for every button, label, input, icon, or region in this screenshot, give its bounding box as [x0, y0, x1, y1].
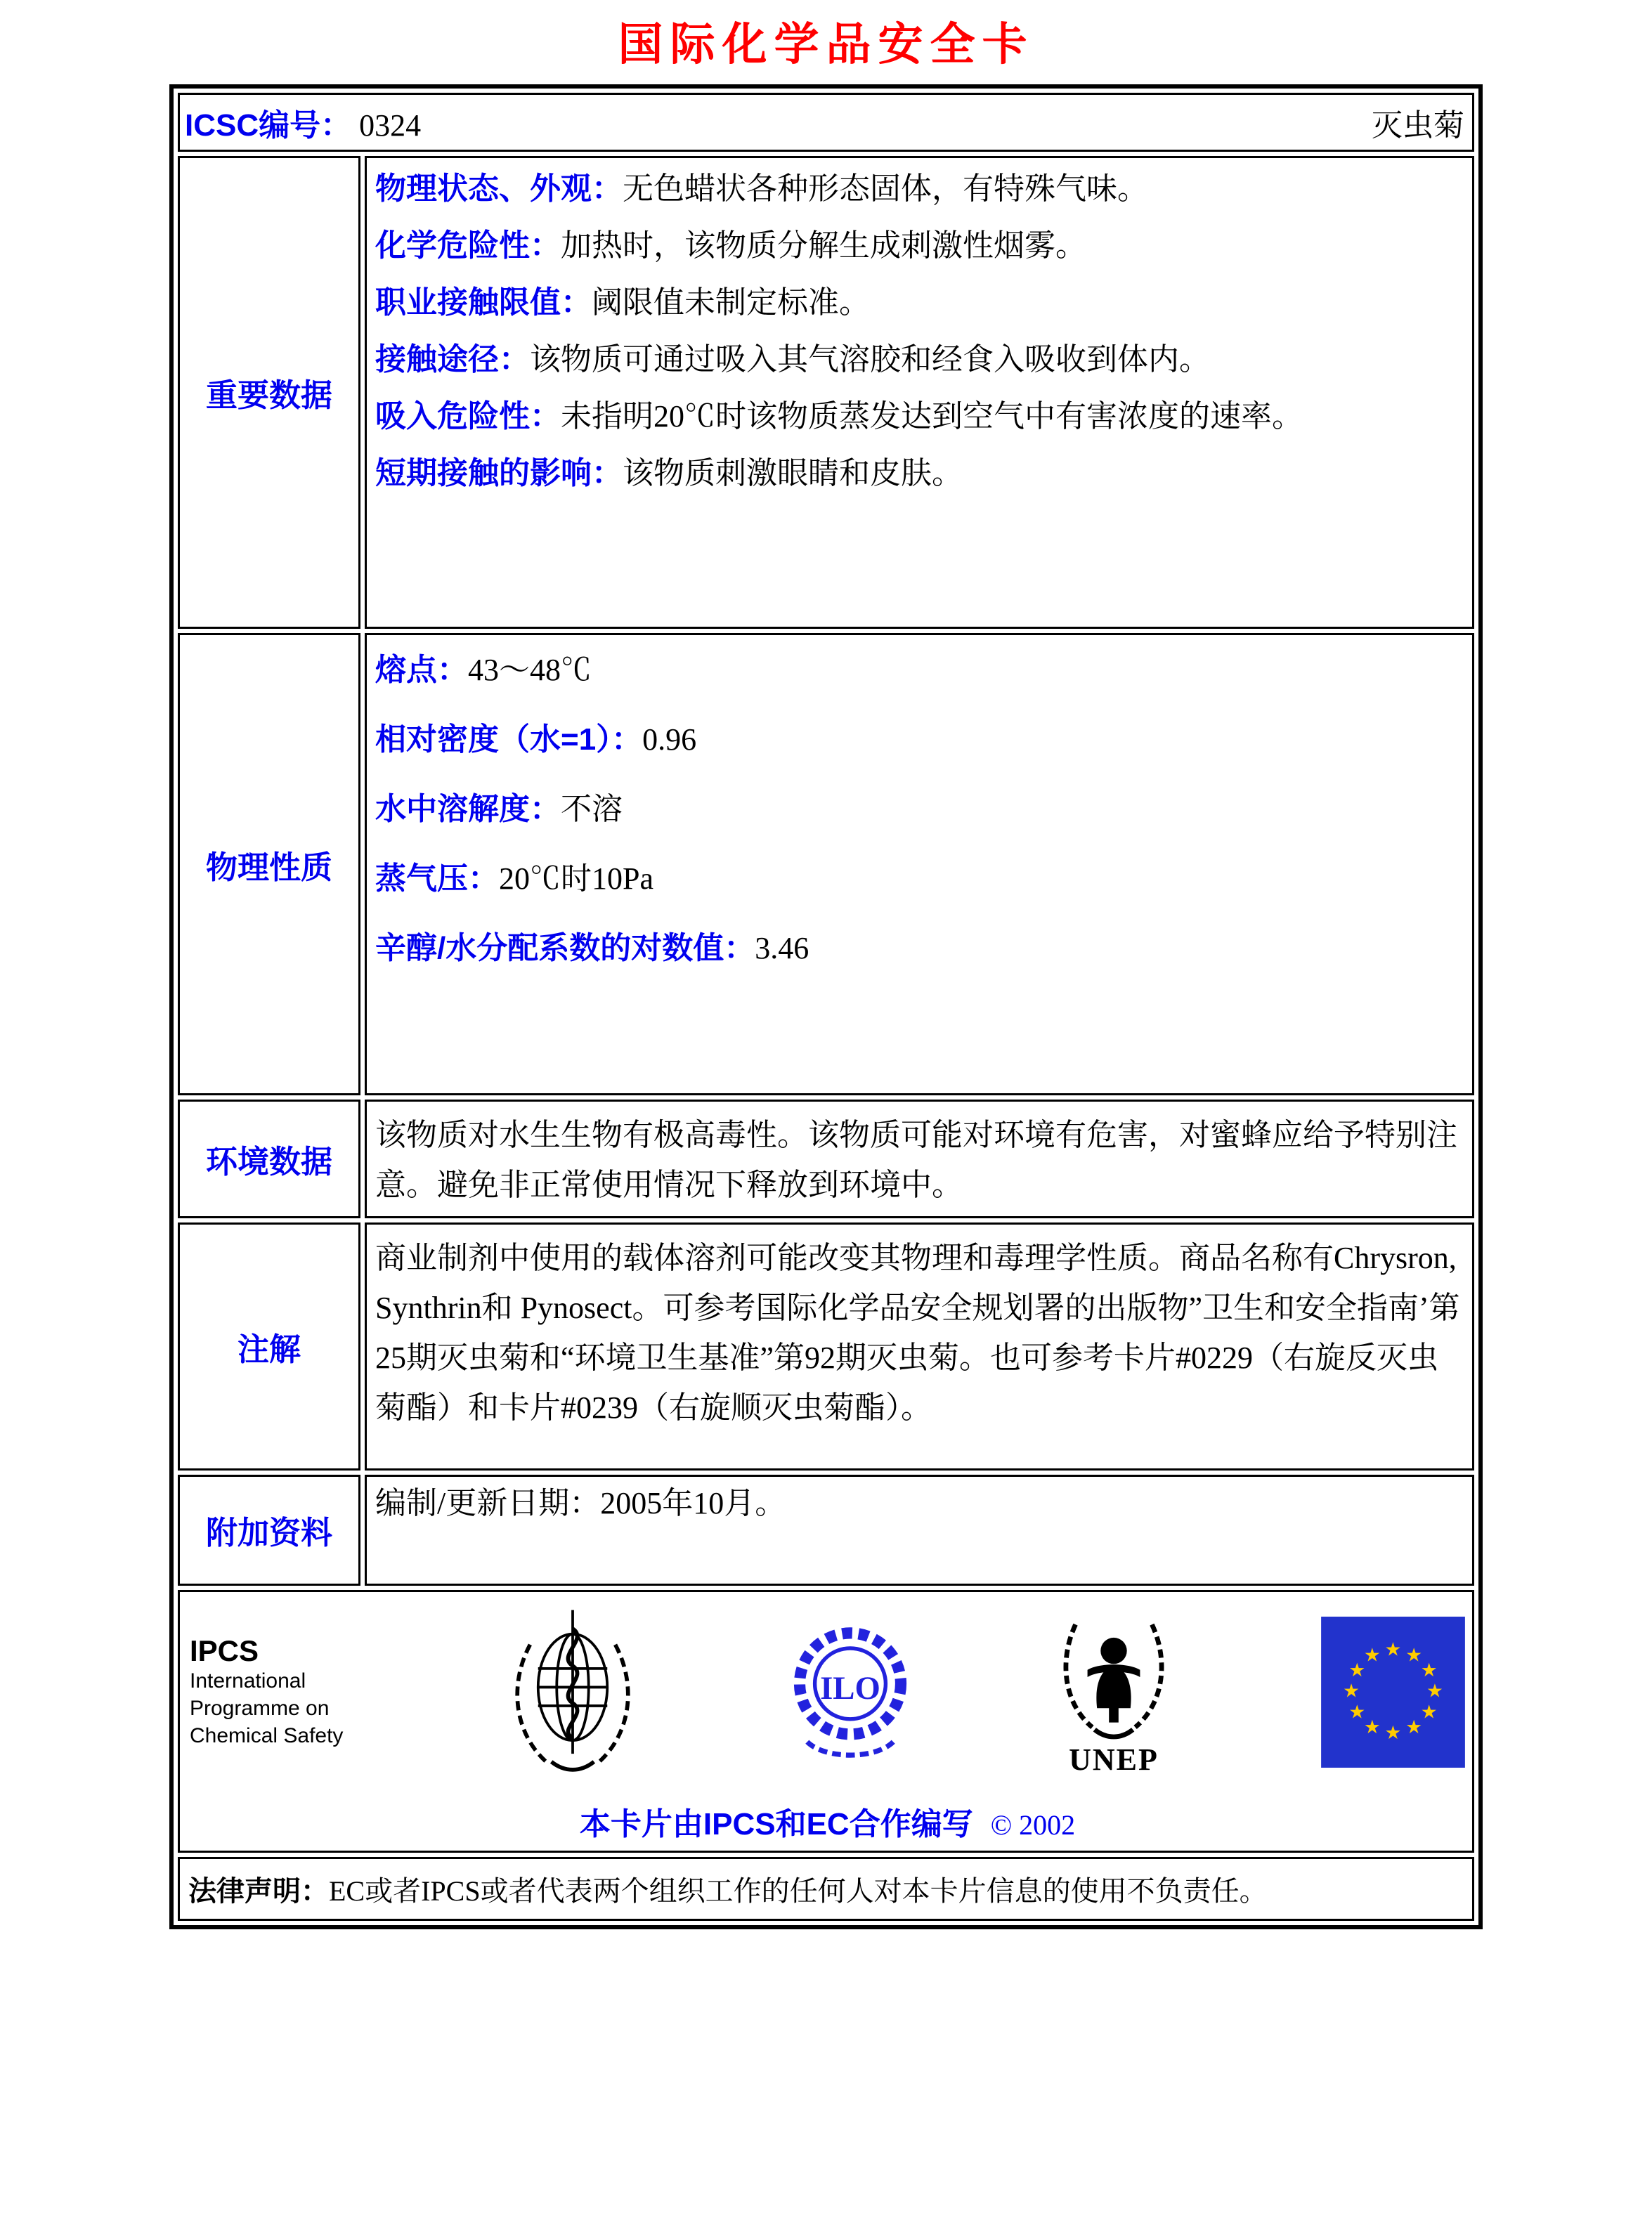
- field-value: 不溶: [561, 792, 623, 826]
- notes-section-label: 注解: [178, 1222, 360, 1471]
- ilo-logo-icon: [787, 1608, 913, 1777]
- svg-text:★: ★: [1343, 1680, 1360, 1702]
- field-label: 物理状态、外观：: [375, 171, 623, 206]
- important-row: [375, 340, 1462, 379]
- unep-logo-text: UNEP: [1069, 1742, 1159, 1778]
- physical-row: [375, 790, 1462, 828]
- svg-text:★: ★: [1348, 1660, 1366, 1682]
- field-label: 熔点：: [375, 653, 468, 687]
- ilo-logo-text: ILO: [820, 1669, 880, 1707]
- field-label: 职业接触限值：: [375, 285, 592, 320]
- field-value: 0.96: [642, 722, 697, 757]
- physical-row: [375, 651, 1462, 689]
- ipcs-subtitle-line: Chemical Safety: [190, 1724, 344, 1748]
- physical-properties-section-label: 物理性质: [178, 633, 360, 1095]
- svg-text:★: ★: [1384, 1722, 1402, 1745]
- field-value: 该物质可通过吸入其气溶胶和经食入吸收到体内。: [530, 342, 1210, 377]
- legal-row: [178, 1857, 1474, 1921]
- important-data-row: [178, 156, 1474, 629]
- ipcs-title: IPCS: [190, 1634, 259, 1667]
- header-row: [178, 93, 1474, 152]
- additional-info-text: 编制/更新日期：2005年10月。: [375, 1485, 786, 1520]
- unep-logo-icon: [1054, 1607, 1173, 1778]
- additional-info-content: [365, 1475, 1474, 1586]
- icsc-number-group: [185, 100, 421, 145]
- additional-info-section-label: 附加资料: [178, 1475, 360, 1586]
- notes-content: [365, 1222, 1474, 1471]
- svg-text:★: ★: [1420, 1701, 1438, 1723]
- notes-text: 商业制剂中使用的载体溶剂可能改变其物理和毒理学性质。商品名称有Chrysron, Synthrin和 Pynosect。可参考国际化学品安全规划署的出版物”卫生和安全指南’第25期灭虫菊和“环境卫生基准”第92期灭虫菊。也可参考卡片#0229（右旋反灭虫菊酯）和卡片#0239（右旋顺灭虫菊酯）。: [375, 1240, 1460, 1426]
- physical-properties-row: [178, 633, 1474, 1095]
- footer-caption-text: 本卡片由IPCS和EC合作编写: [579, 1806, 973, 1841]
- field-label: 短期接触的影响：: [375, 456, 623, 490]
- field-label: 化学危险性：: [375, 228, 561, 263]
- legal-text: EC或者IPCS或者代表两个组织工作的任何人对本卡片信息的使用不负责任。: [329, 1874, 1268, 1907]
- physical-row: [375, 929, 1462, 967]
- field-value: 该物质刺激眼睛和皮肤。: [623, 456, 963, 490]
- field-value: 加热时，该物质分解生成刺激性烟雾。: [561, 228, 1086, 263]
- legal-cell: [178, 1857, 1474, 1921]
- field-value: 无色蜡状各种形态固体，有特殊气味。: [623, 171, 1148, 206]
- field-value: 3.46: [755, 931, 809, 965]
- important-row: [375, 169, 1462, 208]
- ipcs-text-block: [190, 1635, 401, 1749]
- footer-row: [178, 1590, 1474, 1853]
- eu-flag-svg: [1321, 1617, 1465, 1768]
- field-label: 相对密度（水=1）：: [375, 722, 643, 757]
- field-label: 接触途径：: [375, 342, 530, 377]
- additional-info-row: [178, 1475, 1474, 1586]
- icsc-number-label: ICSC编号：: [185, 108, 352, 143]
- physical-row: [375, 720, 1462, 759]
- footer-cell: [178, 1590, 1474, 1853]
- footer-logos: [190, 1605, 1465, 1780]
- svg-text:★: ★: [1363, 1644, 1381, 1667]
- important-data-section-label: 重要数据: [178, 156, 360, 629]
- field-label: 辛醇/水分配系数的对数值：: [375, 931, 755, 965]
- icsc-number-value: 0324: [359, 108, 422, 143]
- svg-text:★: ★: [1420, 1660, 1438, 1682]
- svg-text:★: ★: [1348, 1701, 1366, 1723]
- important-row: [375, 454, 1462, 493]
- svg-text:★: ★: [1405, 1644, 1423, 1667]
- field-value: 43～48℃: [468, 653, 592, 687]
- svg-text:★: ★: [1426, 1680, 1443, 1702]
- svg-text:★: ★: [1405, 1716, 1423, 1738]
- footer-copyright: © 2002: [990, 1808, 1076, 1841]
- environment-data-content: [365, 1100, 1474, 1218]
- who-logo-icon: [506, 1605, 639, 1780]
- field-value: 阈限值未制定标准。: [592, 285, 870, 320]
- field-label: 水中溶解度：: [375, 792, 561, 826]
- ipcs-subtitle-line: International: [190, 1669, 306, 1693]
- page-title: 国际化学品安全卡: [618, 20, 1034, 70]
- field-value: 20℃时10Pa: [499, 861, 653, 896]
- physical-row: [375, 859, 1462, 898]
- header-inner: [181, 96, 1471, 149]
- icsc-card-table: [169, 84, 1483, 1929]
- legal-label: 法律声明：: [188, 1875, 329, 1907]
- who-logo-svg: [506, 1605, 639, 1780]
- environment-data-section-label: 环境数据: [178, 1100, 360, 1218]
- environment-text: 该物质对水生生物有极高毒性。该物质可能对环境有危害，对蜜蜂应给予特别注意。避免非正常使用情况下释放到环境中。: [375, 1118, 1457, 1203]
- field-label: 蒸气压：: [375, 861, 499, 896]
- environment-data-row: [178, 1100, 1474, 1218]
- chemical-name: 灭虫菊: [1372, 108, 1464, 143]
- ilo-logo-svg: [787, 1608, 913, 1777]
- footer-caption: [190, 1799, 1465, 1844]
- important-row: [375, 397, 1462, 436]
- physical-properties-content: [365, 633, 1474, 1095]
- svg-text:★: ★: [1384, 1638, 1402, 1661]
- notes-row: [178, 1222, 1474, 1471]
- ipcs-subtitle-line: Programme on: [190, 1697, 330, 1721]
- important-row: [375, 226, 1462, 265]
- field-value: 未指明20℃时该物质蒸发达到空气中有害浓度的速率。: [561, 399, 1303, 433]
- eu-flag-icon: [1321, 1617, 1465, 1768]
- unep-logo-svg: [1054, 1607, 1173, 1747]
- header-cell: [178, 93, 1474, 152]
- important-data-content: [365, 156, 1474, 629]
- important-row: [375, 283, 1462, 322]
- field-label: 吸入危险性：: [375, 399, 561, 433]
- svg-text:★: ★: [1363, 1716, 1381, 1738]
